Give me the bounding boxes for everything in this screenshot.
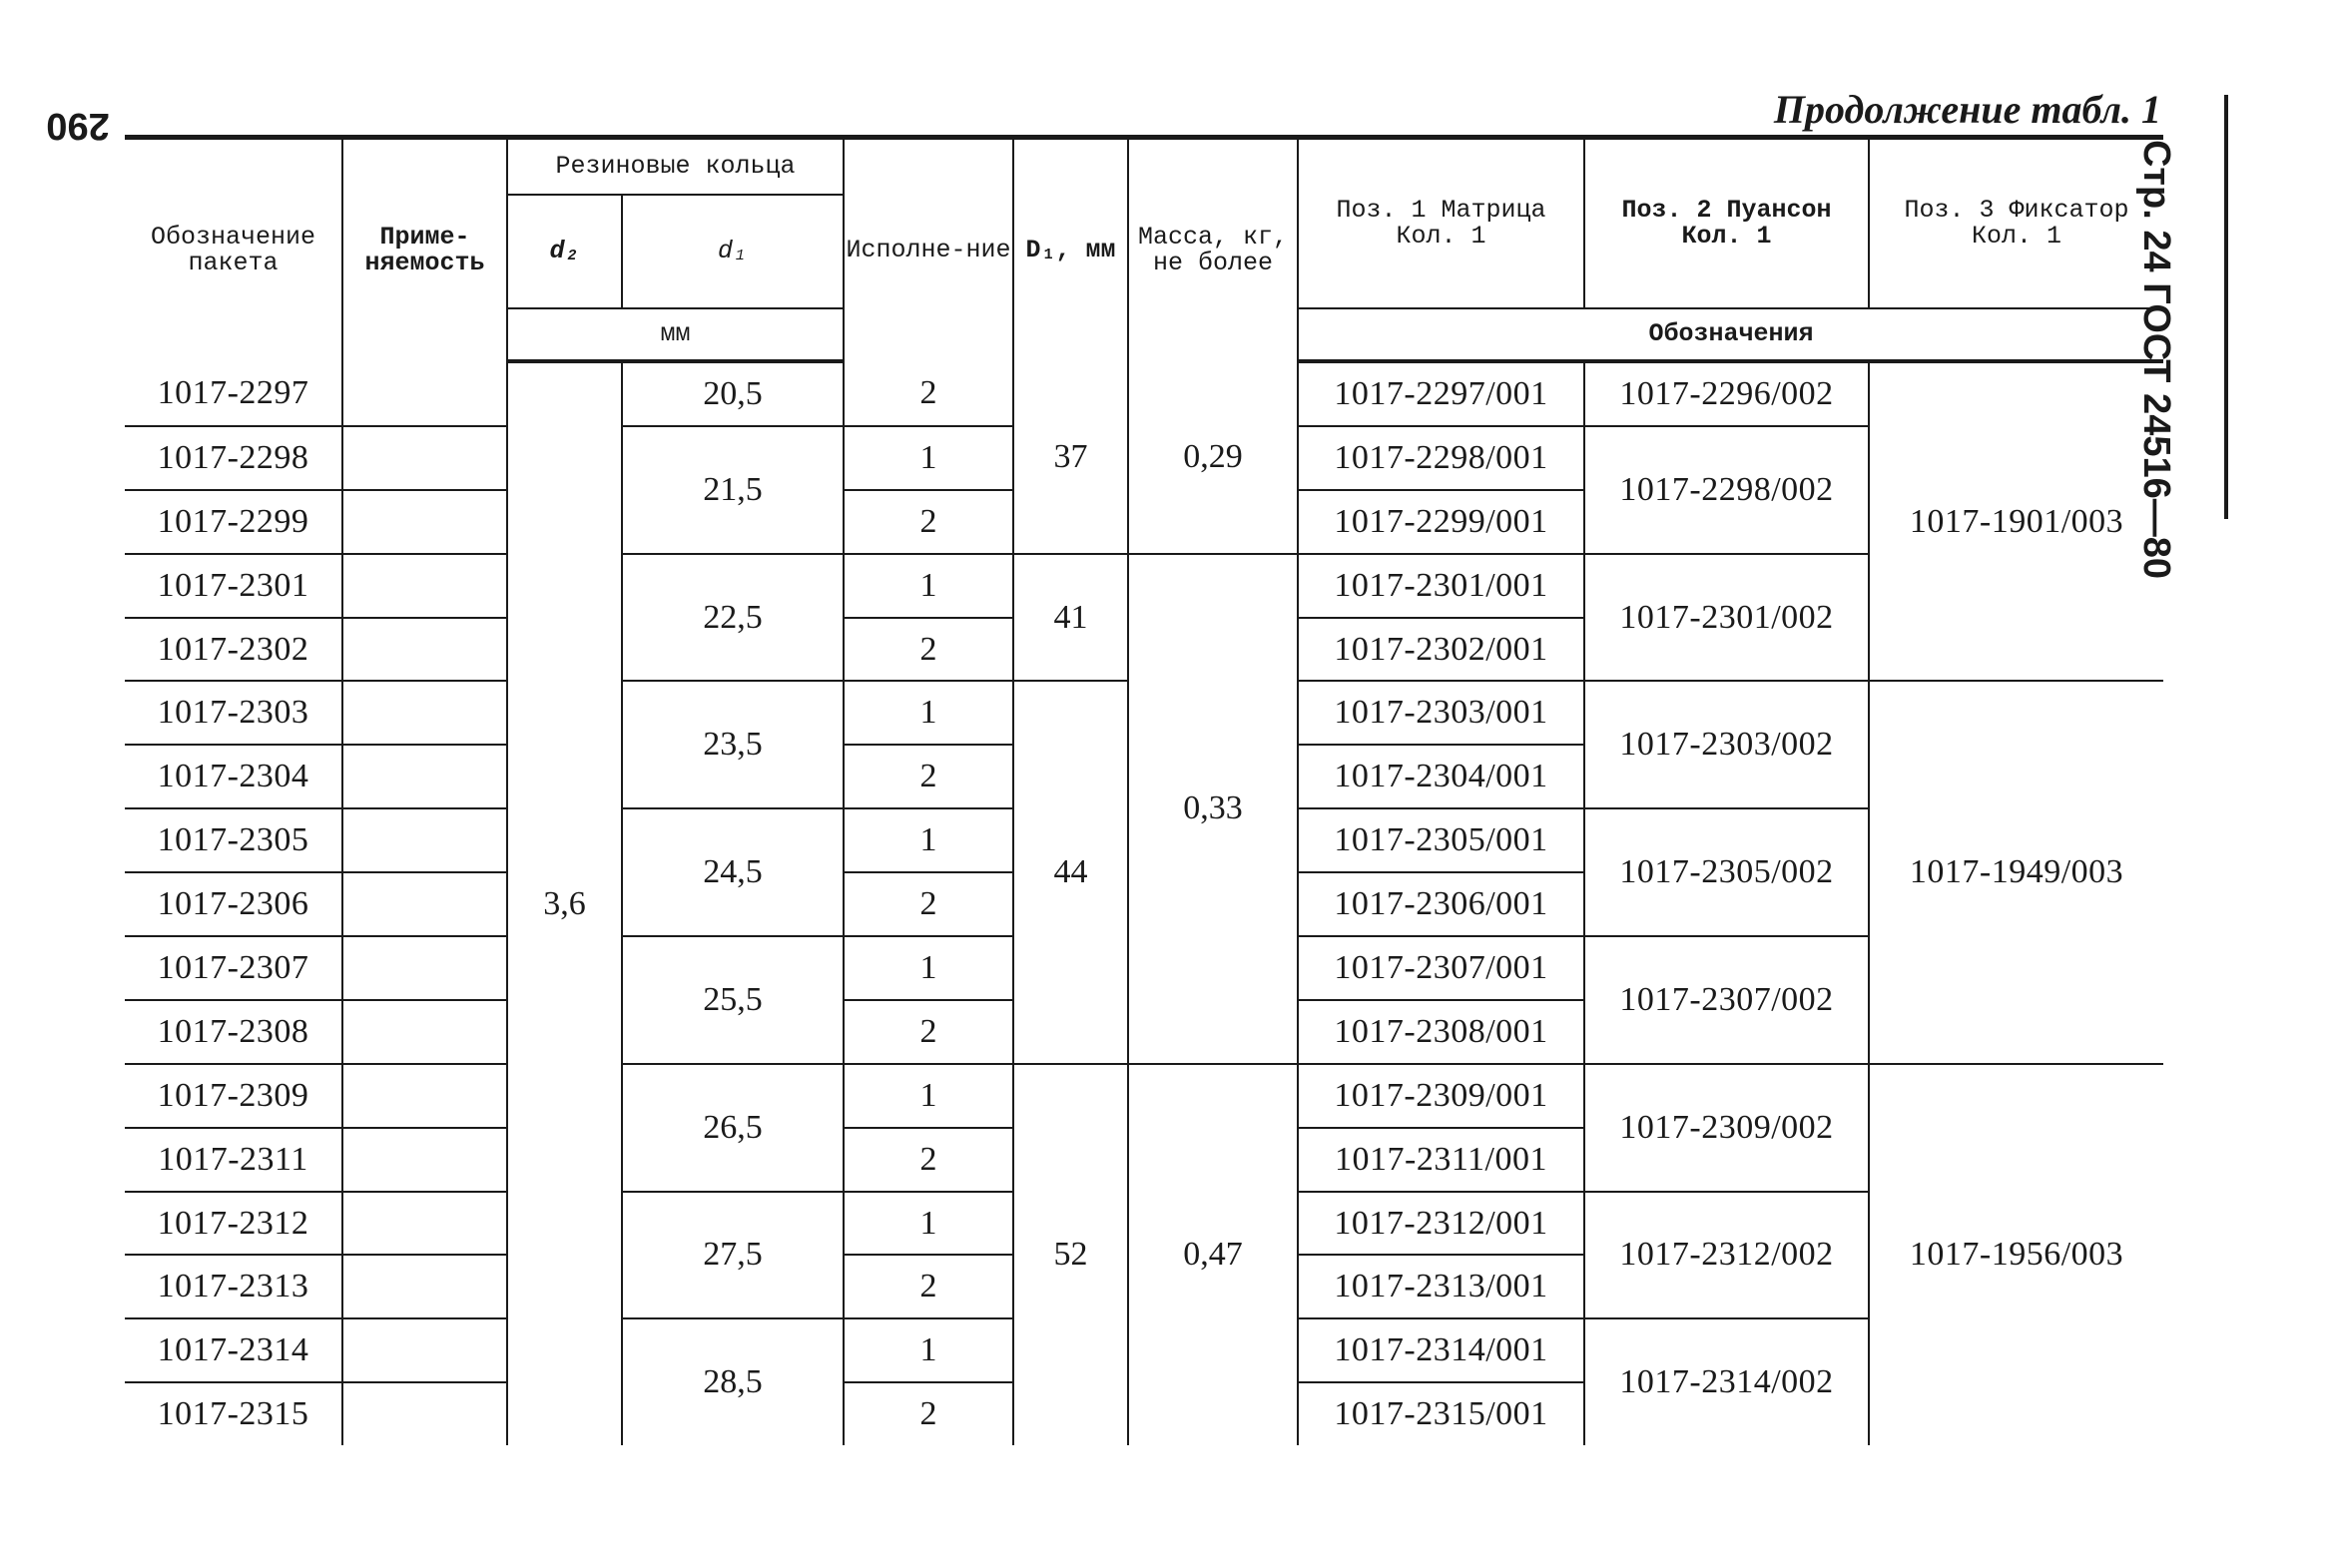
side-rule (2224, 95, 2228, 519)
cell-version: 1 (844, 554, 1013, 618)
cell-d1: 21,5 (622, 426, 844, 554)
cell-pos2: 1017-2305/002 (1584, 808, 1869, 936)
cell-pos3: 1017-1949/003 (1869, 681, 2163, 1063)
cell-code: 1017-2301 (125, 554, 342, 618)
cell-applicability (342, 1318, 507, 1382)
header-mm: мм (507, 308, 844, 361)
cell-pos1: 1017-2312/001 (1298, 1192, 1584, 1256)
cell-version: 1 (844, 1318, 1013, 1382)
cell-code: 1017-2307 (125, 936, 342, 1000)
cell-D1: 52 (1013, 1064, 1128, 1445)
cell-version: 2 (844, 1382, 1013, 1445)
cell-version: 2 (844, 872, 1013, 936)
cell-version: 2 (844, 361, 1013, 426)
cell-pos1: 1017-2308/001 (1298, 1000, 1584, 1064)
cell-applicability (342, 1064, 507, 1128)
table-row (125, 1064, 2163, 1128)
cell-pos1: 1017-2314/001 (1298, 1318, 1584, 1382)
cell-pos1: 1017-2299/001 (1298, 490, 1584, 554)
cell-version: 2 (844, 1000, 1013, 1064)
cell-code: 1017-2297 (125, 361, 342, 426)
cell-applicability (342, 1255, 507, 1318)
cell-code: 1017-2303 (125, 681, 342, 745)
cell-code: 1017-2302 (125, 618, 342, 682)
cell-pos2: 1017-2298/002 (1584, 426, 1869, 554)
cell-version: 1 (844, 808, 1013, 872)
cell-code: 1017-2305 (125, 808, 342, 872)
cell-version: 1 (844, 426, 1013, 490)
cell-pos1: 1017-2301/001 (1298, 554, 1584, 618)
cell-pos1: 1017-2303/001 (1298, 681, 1584, 745)
table-row (125, 361, 2163, 426)
header-version: Исполне-ние (844, 138, 1013, 362)
cell-pos1: 1017-2304/001 (1298, 745, 1584, 808)
cell-version: 1 (844, 936, 1013, 1000)
cell-pos1: 1017-2302/001 (1298, 618, 1584, 682)
side-page-label: Стр. 24 ГОСТ 24516—80 (2135, 139, 2178, 579)
cell-code: 1017-2315 (157, 1395, 309, 1433)
cell-mass: 0,29 (1128, 361, 1298, 554)
cell-applicability (342, 426, 507, 490)
cell-code: 1017-2306 (125, 872, 342, 936)
cell-d1: 20,5 (622, 361, 844, 426)
cell-pos2: 1017-2303/002 (1584, 681, 1869, 808)
cell-code: 1017-2314 (125, 1318, 342, 1382)
cell-d1: 24,5 (622, 808, 844, 936)
cell-applicability (342, 1382, 507, 1445)
cell-code: 1017-2313 (125, 1255, 342, 1318)
cell-applicability (342, 490, 507, 554)
cell-d2: 3,6 (507, 361, 622, 1445)
cell-version: 1 (844, 1064, 1013, 1128)
cell-code: 1017-2312 (125, 1192, 342, 1256)
cell-D1: 44 (1013, 681, 1128, 1063)
header-pos1: Поз. 1 Матрица Кол. 1 (1298, 138, 1584, 309)
header-designations: Обозначения (1298, 308, 2163, 361)
cell-applicability (342, 936, 507, 1000)
cell-pos2: 1017-2309/002 (1584, 1064, 1869, 1192)
cell-D1: 37 (1013, 361, 1128, 554)
cell-pos1: 1017-2298/001 (1298, 426, 1584, 490)
cell-pos1: 1017-2297/001 (1298, 361, 1584, 426)
cell-d1: 28,5 (622, 1318, 844, 1445)
cell-version: 2 (844, 618, 1013, 682)
cell-version: 2 (844, 490, 1013, 554)
parts-table (125, 135, 2163, 1445)
cell-applicability (342, 872, 507, 936)
cell-pos2: 1017-2314/002 (1584, 1318, 1869, 1445)
cell-pos1: 1017-2315/001 (1298, 1382, 1584, 1445)
cell-applicability (342, 361, 507, 426)
cell-version: 2 (844, 1255, 1013, 1318)
cell-applicability (342, 808, 507, 872)
cell-version: 2 (844, 1128, 1013, 1192)
table-container (125, 135, 2163, 1445)
cell-pos2: 1017-2312/002 (1584, 1192, 1869, 1319)
cell-d1: 22,5 (622, 554, 844, 682)
cell-pos2: 1017-2307/002 (1584, 936, 1869, 1064)
cell-code: 1017-2308 (125, 1000, 342, 1064)
cell-pos1: 1017-2305/001 (1298, 808, 1584, 872)
cell-pos2: 1017-2296/002 (1584, 361, 1869, 426)
cell-applicability (342, 681, 507, 745)
cell-applicability (342, 1128, 507, 1192)
header-d1: d₁ (622, 195, 844, 308)
header-pos3: Поз. 3 Фиксатор Кол. 1 (1869, 138, 2163, 309)
page-number: 290 (46, 105, 110, 148)
cell-version: 1 (844, 1192, 1013, 1256)
table-continuation-title: Продолжение табл. 1 (1773, 87, 2161, 132)
cell-d1: 23,5 (622, 681, 844, 808)
cell-pos1: 1017-2311/001 (1298, 1128, 1584, 1192)
cell-pos3: 1017-1901/003 (1869, 361, 2163, 681)
header-pos2: Поз. 2 Пуансон Кол. 1 (1584, 138, 1869, 309)
cell-applicability (342, 1000, 507, 1064)
table-row (125, 554, 2163, 618)
cell-applicability (342, 745, 507, 808)
cell-D1: 41 (1013, 554, 1128, 682)
cell-pos3: 1017-1956/003 (1869, 1064, 2163, 1445)
cell-pos1: 1017-2313/001 (1298, 1255, 1584, 1318)
header-designation: Обозначение пакета (125, 138, 342, 362)
cell-d1: 27,5 (622, 1192, 844, 1319)
cell-applicability (342, 554, 507, 618)
header-d2: d₂ (507, 195, 622, 308)
cell-applicability (342, 618, 507, 682)
header-rubber-rings: Резиновые кольца (507, 138, 844, 196)
cell-pos1: 1017-2307/001 (1298, 936, 1584, 1000)
cell-pos1: 1017-2306/001 (1298, 872, 1584, 936)
table-body (125, 361, 2163, 1445)
header-applicability: Приме-няемость (342, 138, 507, 362)
cell-d1: 25,5 (622, 936, 844, 1064)
header-mass: Масса, кг, не более (1128, 138, 1298, 362)
cell-code: 1017-2304 (125, 745, 342, 808)
cell-code: 1017-2299 (125, 490, 342, 554)
cell-version: 2 (844, 745, 1013, 808)
cell-pos2: 1017-2301/002 (1584, 554, 1869, 682)
cell-code: 1017-2298 (125, 426, 342, 490)
cell-code: 1017-2309 (125, 1064, 342, 1128)
cell-mass: 0,33 (1128, 554, 1298, 1064)
header-D1: D₁, мм (1013, 138, 1128, 362)
cell-version: 1 (844, 681, 1013, 745)
cell-mass: 0,47 (1128, 1064, 1298, 1445)
cell-code: 1017-2311 (125, 1128, 342, 1192)
cell-d1: 26,5 (622, 1064, 844, 1192)
cell-applicability (342, 1192, 507, 1256)
cell-pos1: 1017-2309/001 (1298, 1064, 1584, 1128)
